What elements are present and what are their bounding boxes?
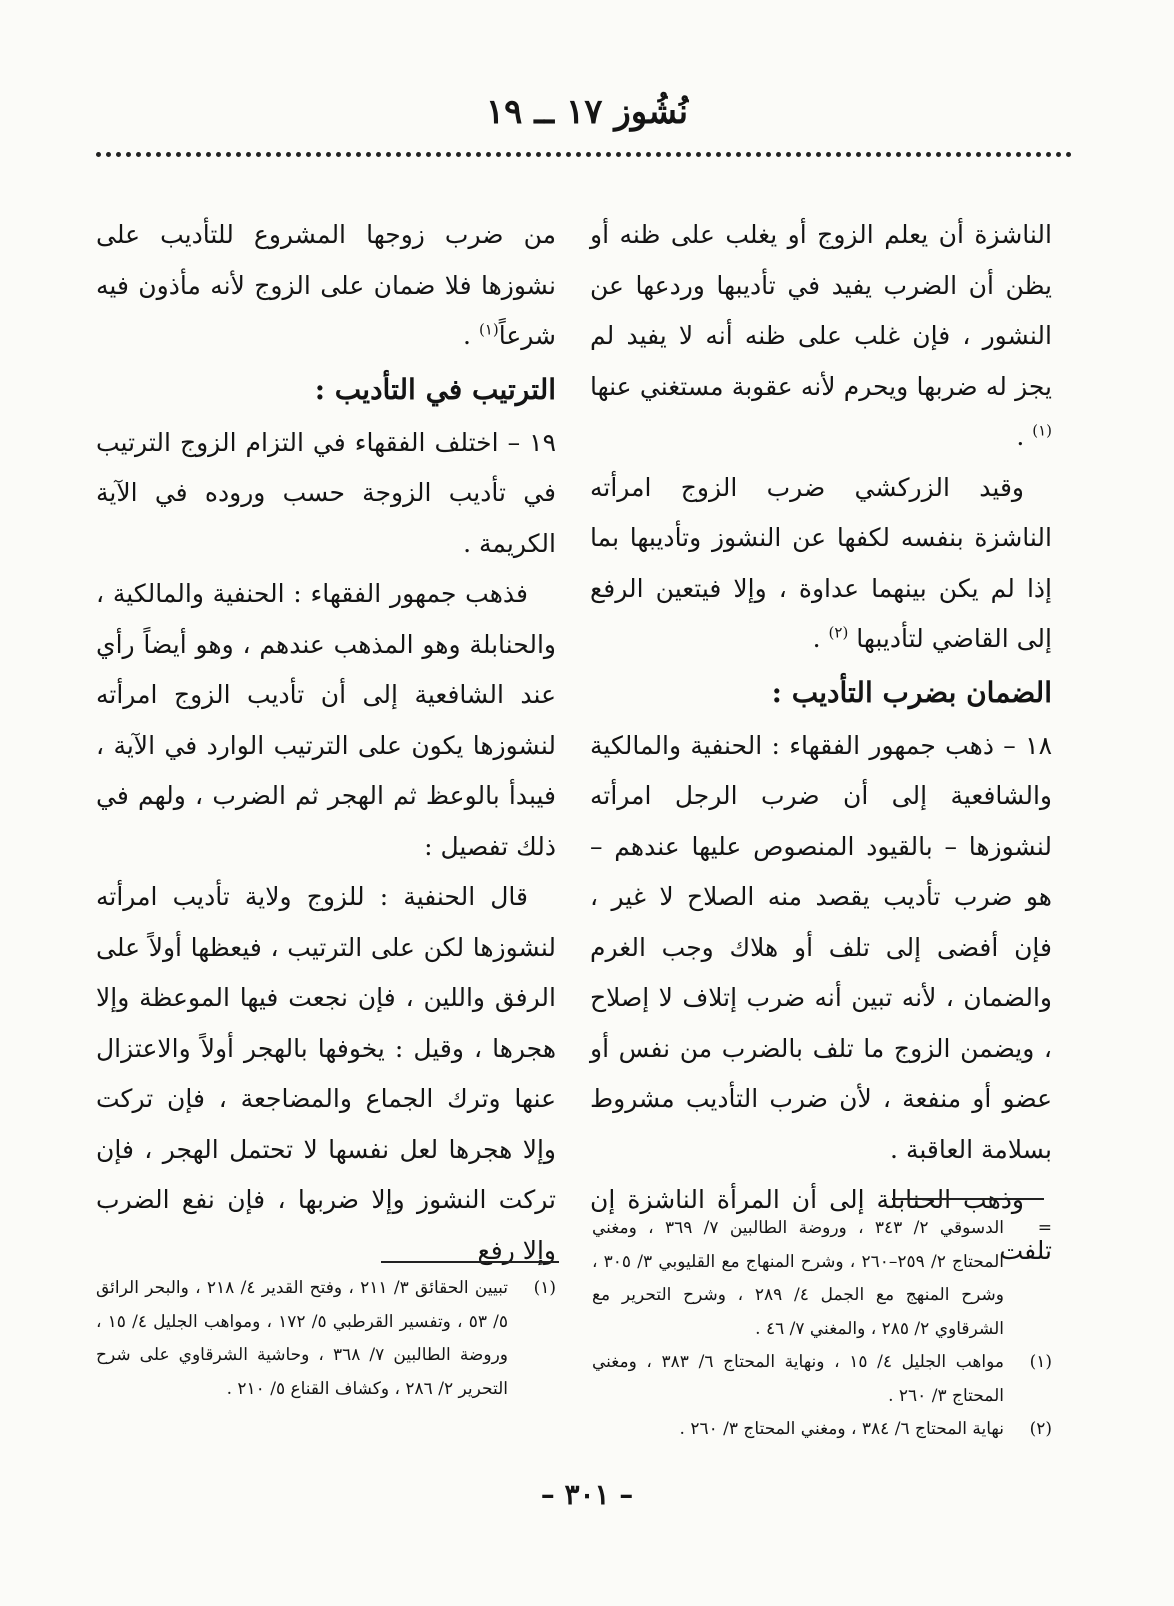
- left-paragraph-2: ١٩ – اختلف الفقهاء في التزام الزوج الترتيب في تأديب الزوجة حسب وروده في الآية الكريمة .: [96, 427, 556, 558]
- left-paragraph-1: من ضرب زوجها المشروع للتأديب على نشوزها فلا ضمان على الزوج لأنه مأذون فيه شرعاً$^{(١)}$ .: [96, 220, 556, 350]
- footnote-ref: (١): [1032, 421, 1052, 440]
- footnote-text: نهاية المحتاج ٦/ ٣٨٤ ، ومغني المحتاج ٣/ ٢٦٠ .: [679, 1419, 1004, 1439]
- footnote-item: [592, 1212, 1052, 1346]
- left-paragraph-4: قال الحنفية : للزوج ولاية تأديب امرأته لنشوزها لكن على الترتيب ، فيعظها أولاً على الرفق واللين ، فإن نجعت فيها الموعظة وإلا هجرها ، وقيل : يخوفها بالهجر أولاً والاعتزال عنها وترك الجماع والمضاجعة ، فإن تركت وإلا هجرها لعل نفسها لا تحتمل الهجر ، فإن تركت النشوز وإلا ضربها ، فإن نفع الضرب وإلا رفع: [96, 882, 556, 1265]
- footnote-mark: =: [1037, 1218, 1052, 1238]
- footnote-text: مواهب الجليل ٤/ ١٥ ، ونهاية المحتاج ٦/ ٣٨٣ ، ومغني المحتاج ٣/ ٢٦٠ .: [592, 1352, 1004, 1406]
- right-paragraph-2-text: وقيد الزركشي ضرب الزوج امرأته الناشزة بنفسه لكفها عن النشوز وتأديبها بما إذا لم يكن بينهما عداوة ، وإلا فيتعين الرفع إلى القاضي لتأديبها: [590, 472, 1052, 653]
- footnotes-right: [592, 1212, 1052, 1447]
- footnote-text: تبيين الحقائق ٣/ ٢١١ ، وفتح القدير ٤/ ٢١٨ ، والبحر الرائق ٥/ ٥٣ ، وتفسير القرطبي ٥/ ١٧٢ ، ومواهب الجليل ٤/ ١٥ ، وروضة الطالبين ٧/ ٣٦٨ ، وحاشية الشرقاوي على شرح التحرير ٢/ ٢٨٦ ، وكشاف القناع ٥/ ٢١٠ .: [96, 1278, 509, 1399]
- footnote-mark: (٢): [1029, 1419, 1052, 1439]
- right-paragraph-2: وقيد الزركشي ضرب الزوج امرأته الناشزة بنفسه لكفها عن النشوز وتأديبها بما إذا لم يكن بينهما عداوة ، وإلا فيتعين الرفع إلى القاضي لتأديبها $^{(٢)}$ .: [590, 472, 1052, 653]
- footnote-rule-left: [381, 1261, 559, 1263]
- left-column: [96, 210, 556, 1276]
- right-paragraph-1-text: الناشزة أن يعلم الزوج أو يغلب على ظنه أو يظن أن الضرب يفيد في تأديبها وردعها عن النشور ، فإن غلب على ظنه أنه لا يفيد لم يجز له ضربها ويحرم لأنه عقوبة مستغني عنها: [590, 220, 1052, 401]
- right-paragraph-1: الناشزة أن يعلم الزوج أو يغلب على ظنه أو يظن أن الضرب يفيد في تأديبها وردعها عن النشور ، فإن غلب على ظنه أنه لا يفيد لم يجز له ضربها ويحرم لأنه عقوبة مستغني عنها $^{(١)}$ .: [590, 220, 1052, 451]
- footnote-item: [96, 1272, 556, 1406]
- page-number: – ٣٠١ –: [540, 1478, 634, 1511]
- left-paragraph-3: فذهب جمهور الفقهاء : الحنفية والمالكية ، والحنابلة وهو المذهب عندهم ، وهو أيضاً رأي عند الشافعية إلى أن تأديب الزوج امرأته لنشوزها يكون على الترتيب الوارد في الآية ، فيبدأ بالوعظ ثم الهجر ثم الضرب ، ولهم في ذلك تفصيل :: [96, 579, 556, 861]
- header-dotted-rule: [96, 152, 1072, 157]
- footnote-item: [592, 1413, 1052, 1447]
- section-heading-guarantee: الضمان بضرب التأديب :: [771, 675, 1052, 709]
- footnote-text: الدسوقي ٢/ ٣٤٣ ، وروضة الطالبين ٧/ ٣٦٩ ، ومغني المحتاج ٢/ ٢٥٩–٢٦٠ ، وشرح المنهاج مع القليوبي ٣/ ٣٠٥ ، وشرح المنهج مع الجمل ٤/ ٢٨٩ ، وشرح التحرير مع الشرقاوي ٢/ ٢٨٥ ، والمغني ٧/ ٤٦ .: [592, 1218, 1005, 1339]
- section-heading-order: الترتيب في التأديب :: [314, 372, 556, 406]
- running-title: نُشُوز ١٧ ــ ١٩: [485, 92, 689, 132]
- footnotes-left: [96, 1272, 556, 1406]
- footnote-ref: (١): [478, 320, 499, 339]
- right-paragraph-4: وذهب الحنابلة إلى أن المرأة الناشزة إن تلفت: [590, 1185, 1052, 1265]
- right-column: [590, 210, 1052, 1276]
- footnote-rule-right: [892, 1198, 1044, 1200]
- footnote-mark: (١): [533, 1278, 556, 1298]
- footnote-ref: (٢): [828, 623, 849, 642]
- footnote-mark: (١): [1029, 1352, 1052, 1372]
- left-paragraph-1-text: من ضرب زوجها المشروع للتأديب على نشوزها فلا ضمان على الزوج لأنه مأذون فيه شرعاً: [96, 220, 556, 350]
- right-paragraph-3: ١٨ – ذهب جمهور الفقهاء : الحنفية والمالكية والشافعية إلى أن ضرب الرجل امرأته لنشوزها – بالقيود المنصوص عليها عندهم – هو ضرب تأديب يقصد منه الصلاح لا غير ، فإن أفضى إلى تلف أو هلاك وجب الغرم والضمان ، لأنه تبين أنه ضرب إتلاف لا إصلاح ، ويضمن الزوج ما تلف بالضرب من نفس أو عضو أو منفعة ، لأن ضرب التأديب مشروط بسلامة العاقبة .: [590, 730, 1052, 1164]
- footnote-item: [592, 1346, 1052, 1413]
